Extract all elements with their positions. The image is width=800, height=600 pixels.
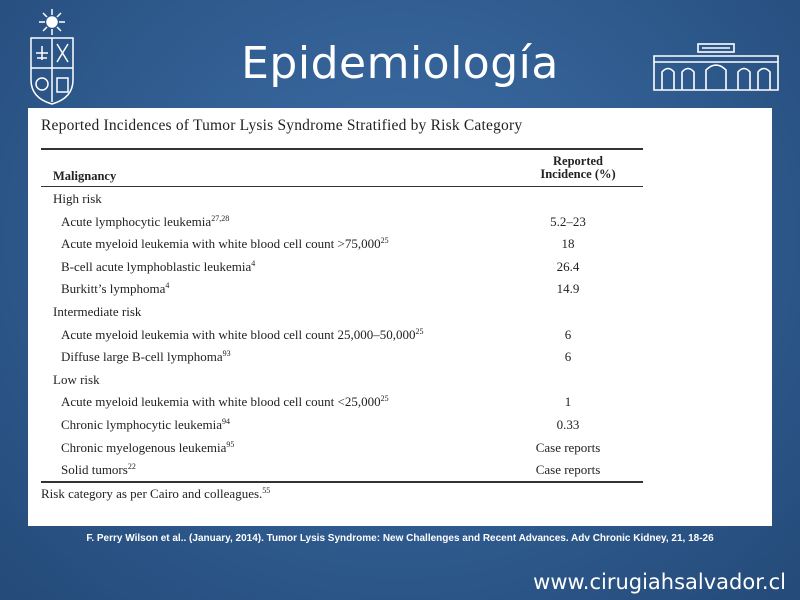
- incidence-cell: 6: [564, 349, 572, 365]
- malignancy-text: Diffuse large B-cell lymphoma: [61, 349, 223, 365]
- malignancy-cell: [61, 417, 230, 433]
- header-incidence-line1: Reported: [553, 154, 603, 168]
- reference-sup: 25: [380, 394, 389, 404]
- table-header-row: [41, 150, 643, 187]
- reference-sup: 25: [380, 236, 389, 246]
- incidence-cell: 0.33: [556, 416, 580, 432]
- malignancy-cell: [61, 327, 424, 343]
- table-title: Reported Incidences of Tumor Lysis Syndrome Stratified by Risk Category: [41, 117, 523, 134]
- footnote-text: Risk category as per Cairo and colleagues.: [41, 486, 263, 501]
- incidence-cell: 18: [561, 236, 575, 252]
- reference-sup: 27,28: [211, 213, 230, 223]
- table-row: [41, 255, 643, 278]
- table-row-group: [41, 300, 643, 323]
- table-row: [41, 323, 643, 346]
- slide-title: Epidemiología: [241, 38, 559, 89]
- malignancy-cell: [61, 394, 389, 410]
- malignancy-cell: [61, 259, 255, 275]
- table-row: [41, 458, 643, 481]
- incidence-cell: Case reports: [535, 462, 601, 478]
- header-incidence: [523, 155, 633, 181]
- reference-sup: 94: [222, 416, 231, 426]
- reference-sup: 93: [222, 349, 231, 359]
- malignancy-cell: [61, 349, 231, 365]
- table-row: [41, 390, 643, 413]
- table-row: [41, 210, 643, 233]
- website-url: www.cirugiahsalvador.cl: [533, 570, 786, 594]
- incidence-cell: 26.4: [556, 258, 580, 274]
- table-figure: [28, 108, 772, 526]
- table-row: [41, 232, 643, 255]
- incidence-cell: Case reports: [535, 439, 601, 455]
- header-malignancy: Malignancy: [53, 169, 117, 183]
- table-row-group: [41, 368, 643, 391]
- incidence-table: [41, 148, 643, 483]
- malignancy-text: Acute lymphocytic leukemia: [61, 213, 212, 229]
- table-footnote: [41, 486, 270, 502]
- incidence-cell: 1: [564, 394, 572, 410]
- malignancy-text: Acute myeloid leukemia with white blood cell count 25,000–50,000: [61, 326, 416, 342]
- reference-sup: 95: [226, 439, 235, 449]
- citation: F. Perry Wilson et al.. (January, 2014). Tumor Lysis Syndrome: New Challenges and Recent Advances. Adv Chronic Kidney, 21, 18-26: [86, 533, 714, 544]
- malignancy-text: Acute myeloid leukemia with white blood cell count >75,000: [61, 236, 381, 252]
- incidence-cell: 5.2–23: [550, 213, 586, 229]
- reference-sup: 4: [165, 281, 170, 291]
- table-row: [41, 345, 643, 368]
- risk-group-label: High risk: [53, 191, 102, 206]
- malignancy-text: Solid tumors: [61, 462, 128, 478]
- malignancy-text: B-cell acute lymphoblastic leukemia: [61, 258, 252, 274]
- reference-sup: 22: [127, 462, 136, 472]
- table-row: [41, 413, 643, 436]
- malignancy-text: Burkitt’s lymphoma: [61, 281, 166, 297]
- risk-group-label: Low risk: [53, 371, 100, 387]
- malignancy-cell: [61, 236, 389, 252]
- malignancy-cell: [61, 462, 136, 478]
- malignancy-cell: [61, 440, 234, 456]
- table-row: [41, 436, 643, 459]
- reference-sup: 4: [251, 258, 256, 268]
- malignancy-cell: [61, 281, 169, 297]
- table-row-group: [41, 187, 643, 210]
- header-incidence-line2: Incidence (%): [540, 167, 616, 181]
- table-row: [41, 277, 643, 300]
- incidence-cell: 14.9: [556, 281, 580, 297]
- incidence-cell: 6: [564, 326, 572, 342]
- malignancy-cell: [61, 214, 229, 230]
- reference-sup: 25: [415, 326, 424, 336]
- footnote-sup: 55: [262, 486, 271, 495]
- malignancy-text: Chronic myelogenous leukemia: [61, 439, 227, 455]
- risk-group-label: Intermediate risk: [53, 303, 142, 319]
- malignancy-text: Acute myeloid leukemia with white blood cell count <25,000: [61, 394, 381, 410]
- malignancy-text: Chronic lymphocytic leukemia: [61, 416, 223, 432]
